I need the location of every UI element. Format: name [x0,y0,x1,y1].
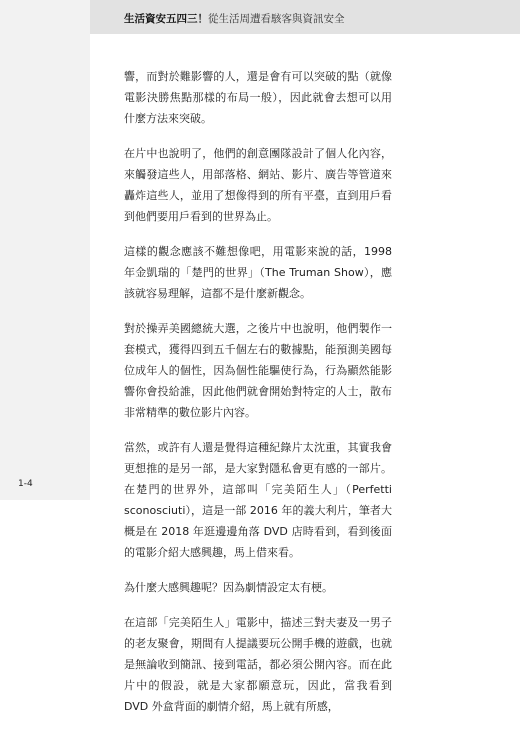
running-header [124,11,345,26]
paragraph: 響，而對於難影響的人，還是會有可以突破的點（就像電影決勝焦點那樣的布局一般），因此就會去想可以用什麼方法來突破。 [124,70,392,125]
paragraph: 對於操弄美國總統大選，之後片中也說明，他們製作一套模式，獲得四到五千個左右的數據點，能預測美國每位成年人的個性，因為個性能驅使行為，行為顯然能影響你會投給誰，因此他們就會開始對特定的人士，散布非常精準的數位影片內容。 [124,322,392,419]
paragraph: 這樣的觀念應該不難想像吧，用電影來說的話，1998 年金凱瑞的「楚門的世界」（The Truman Show），應該就容易理解，這都不是什麼新觀念。 [124,245,392,300]
paragraph: 在這部「完美陌生人」電影中，描述三對夫妻及一男子的老友聚會，期間有人提議要玩公開手機的遊戲，也就是無論收到簡訊、接到電話，都必須公開內容。而在此片中的假設，就是大家都願意玩，因此，當我看到 DVD 外盒背面的劇情介紹，馬上就有所感， [124,616,392,713]
page-number: 1-4 [18,479,33,489]
page-body [124,66,392,731]
book-subtitle: 從生活周遭看駭客與資訊安全 [208,13,345,25]
paragraph: 在片中也說明了，他們的創意團隊設計了個人化內容，來觸發這些人，用部落格、網站、影片、廣告等管道來轟炸這些人，並用了想像得到的所有平臺，直到用戶看到他們要用戶看到的世界為止。 [124,147,392,223]
side-margin-band [0,0,90,500]
book-title: 生活資安五四三！ [124,13,208,25]
paragraph: 當然，或許有人還是覺得這種紀錄片太沈重，其實我會更想推的是另一部，是大家對隱私會更有感的一部片。在楚門的世界外，這部叫「完美陌生人」（Perfetti sconosciuti），這是一部 2016 年的義大利片，筆者大概是在 2018 年逛邊邊角落 DVD 店時看到，看到後面的電影介紹大感興趣，馬上借來看。 [124,441,392,559]
paragraph: 為什麼大感興趣呢？因為劇情設定太有梗。 [124,581,333,594]
